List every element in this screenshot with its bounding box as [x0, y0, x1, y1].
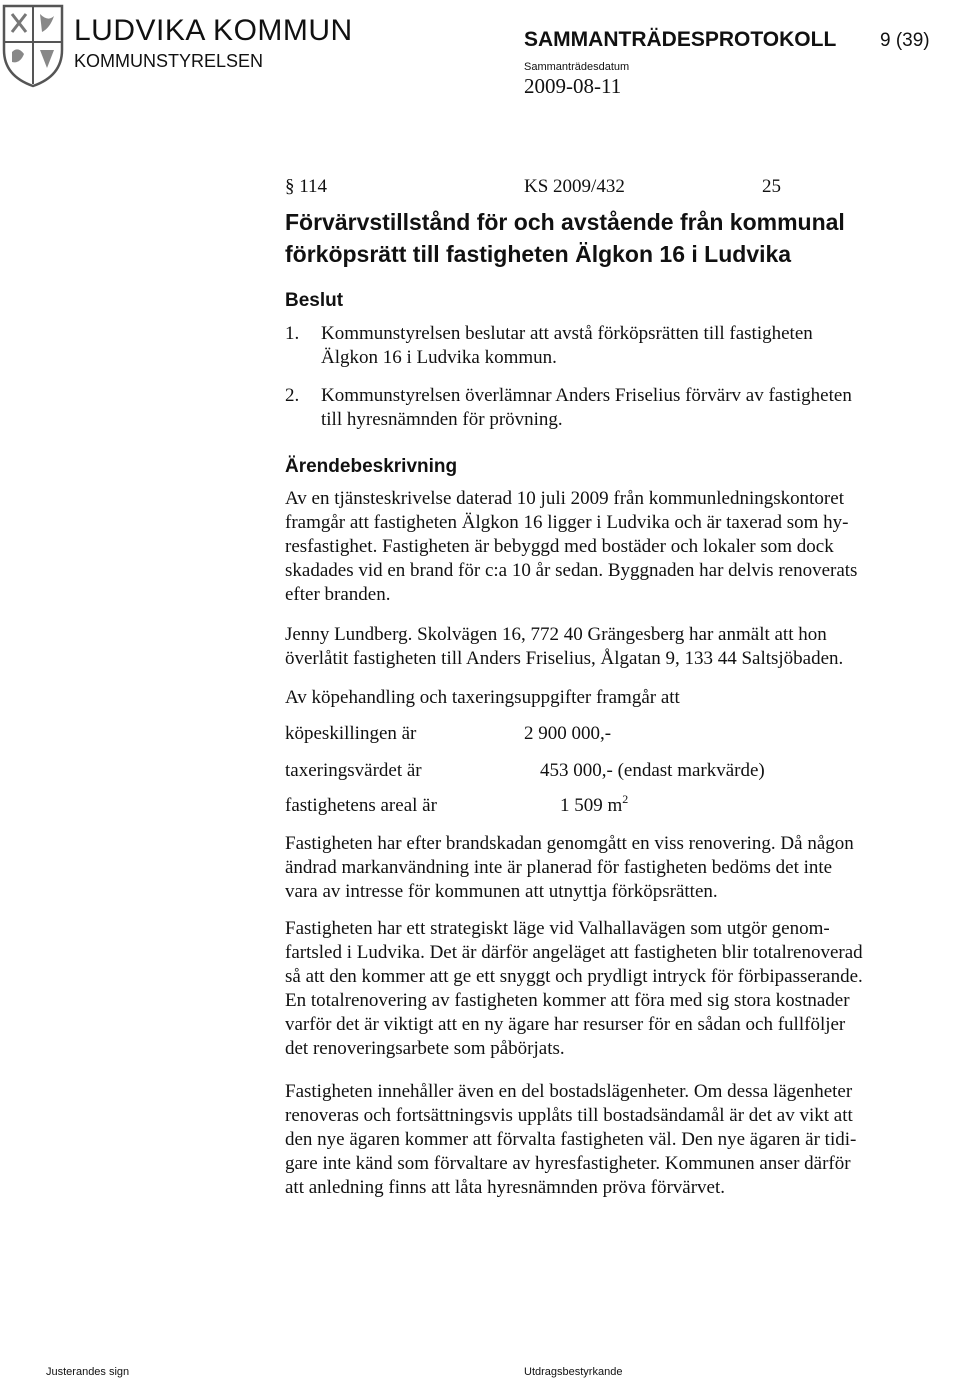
paragraph-line: efter branden. [285, 584, 391, 605]
decision-item [321, 322, 813, 370]
paragraph [285, 1080, 955, 1200]
fact-label: fastighetens areal är [285, 795, 437, 816]
case-item-number: 25 [762, 176, 781, 197]
decision-item-number: 2. [285, 385, 300, 406]
paragraph-line: varför det är viktigt att en ny ägare har resurser för en sådan och fullföljer [285, 1014, 846, 1035]
organization-department: KOMMUNSTYRELSEN [74, 51, 264, 71]
case-reference: KS 2009/432 [524, 176, 625, 197]
decision-item-line: Kommunstyrelsen överlämnar Anders Friselius förvärv av fastigheten [321, 385, 852, 406]
paragraph-line: Av en tjänsteskrivelse daterad 10 juli 2009 från kommunledningskontoret [285, 488, 844, 509]
signature-field-label: Justerandes sign [46, 1366, 130, 1378]
paragraph-line: ändrad markanvändning inte är planerad för fastigheten bedöms det inte [285, 857, 833, 878]
municipal-coat-of-arms-icon [0, 2, 66, 88]
fact-value [560, 794, 628, 818]
area-value: 1 509 m [560, 795, 623, 816]
paragraph-line: skadades vid en brand för c:a 10 år sedan. Byggnaden har delvis renoverats [285, 560, 858, 581]
case-title-line: förköpsrätt till fastigheten Älgkon 16 i Ludvika [285, 241, 792, 267]
fact-label: taxeringsvärdet är [285, 760, 422, 781]
paragraph [285, 623, 955, 671]
paragraph-line: vara av intresse för kommunen att utnyttja förköpsrätten. [285, 881, 718, 902]
section-number: § 114 [285, 176, 328, 197]
case-title [285, 206, 845, 270]
meeting-date: 2009-08-11 [524, 74, 622, 98]
fact-value: 2 900 000,- [524, 723, 612, 744]
paragraph-line: den nye ägaren kommer att förvalta fastigheten väl. Den nye ägaren är tidi- [285, 1129, 857, 1150]
paragraph-line: fartsled i Ludvika. Det är därför angeläget att fastigheten blir totalrenoverad [285, 942, 863, 963]
area-unit-superscript: 2 [622, 792, 629, 806]
paragraph-line: En totalrenovering av fastigheten kommer att föra med sig stora kostnader [285, 990, 850, 1011]
decision-item [321, 384, 852, 432]
protocol-title: SAMMANTRÄDESPROTOKOLL [524, 28, 837, 51]
extract-certification-label: Utdragsbestyrkande [524, 1366, 623, 1378]
paragraph-line: Fastigheten innehåller även en del bostadslägenheter. Om dessa lägenheter [285, 1081, 853, 1102]
case-description-heading: Ärendebeskrivning [285, 456, 458, 477]
paragraph [285, 832, 955, 904]
decision-item-number: 1. [285, 323, 300, 344]
paragraph-line: gare inte känd som förvaltare av hyresfastigheter. Kommunen anser därför [285, 1153, 851, 1174]
paragraph-line: Fastigheten har ett strategiskt läge vid Valhallavägen som utgör genom- [285, 918, 830, 939]
paragraph [285, 487, 955, 607]
decision-item-line: Älgkon 16 i Ludvika kommun. [321, 347, 557, 368]
decision-heading: Beslut [285, 290, 344, 311]
paragraph-line: överlåtit fastigheten till Anders Friselius, Ålgatan 9, 133 44 Saltsjöbaden. [285, 648, 844, 669]
paragraph-line: Jenny Lundberg. Skolvägen 16, 772 40 Grängesberg har anmält att hon [285, 624, 827, 645]
page-number: 9 (39) [880, 30, 930, 51]
paragraph-line: Fastigheten har efter brandskadan genomgått en viss renovering. Då någon [285, 833, 854, 854]
fact-value: 453 000,- (endast markvärde) [540, 760, 765, 781]
decision-item-line: till hyresnämnden för prövning. [321, 409, 563, 430]
paragraph-line: det renoveringsarbete som påbörjats. [285, 1038, 565, 1059]
paragraph-line: att anledning finns att låta hyresnämnden pröva förvärvet. [285, 1177, 726, 1198]
paragraph-line: renoveras och fortsättningsvis upplåts till bostadsändamål är det av vikt att [285, 1105, 853, 1126]
paragraph-line: framgår att fastigheten Älgkon 16 ligger i Ludvika och är taxerad som hy- [285, 512, 849, 533]
decision-item-line: Kommunstyrelsen beslutar att avstå förköpsrätten till fastigheten [321, 323, 813, 344]
paragraph-line: så att den kommer att ge ett snyggt och prydligt intryck för förbipasserande. [285, 966, 863, 987]
organization-name: LUDVIKA KOMMUN [74, 14, 353, 47]
paragraph [285, 917, 955, 1061]
paragraph [285, 686, 955, 710]
paragraph-line: Av köpehandling och taxeringsuppgifter framgår att [285, 687, 680, 708]
paragraph-line: resfastighet. Fastigheten är bebyggd med bostäder och lokaler som dock [285, 536, 834, 557]
case-title-line: Förvärvstillstånd för och avstående från kommunal [285, 209, 845, 235]
meeting-date-label: Sammanträdesdatum [524, 61, 630, 73]
fact-label: köpeskillingen är [285, 723, 417, 744]
